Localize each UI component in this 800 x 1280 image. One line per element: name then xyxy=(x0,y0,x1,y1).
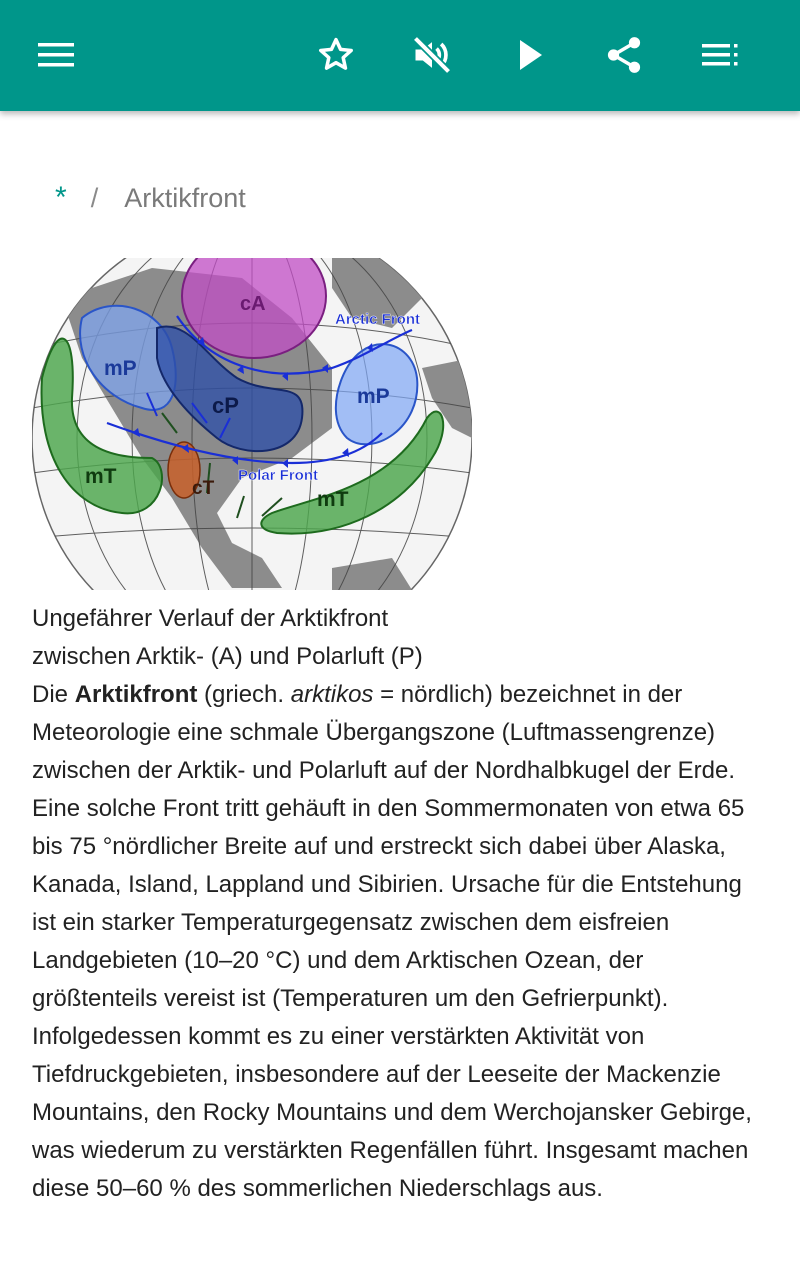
favorite-button[interactable] xyxy=(308,27,364,83)
app-bar xyxy=(0,0,800,111)
label-mp-west: mP xyxy=(104,357,137,380)
playlist-button[interactable] xyxy=(692,27,748,83)
breadcrumb-separator: / xyxy=(90,182,99,213)
article-etym-open: (griech. xyxy=(197,681,291,708)
label-mp-east: mP xyxy=(357,385,390,408)
caption-line-2: zwischen Arktik- (A) und Polarluft (P) xyxy=(32,643,423,670)
hamburger-menu-icon xyxy=(36,39,76,71)
mute-button[interactable] xyxy=(404,27,460,83)
caption-line-1: Ungefährer Verlauf der Arktikfront xyxy=(32,605,389,632)
play-button[interactable] xyxy=(502,27,558,83)
play-icon xyxy=(514,37,546,73)
label-cp: cP xyxy=(212,393,239,418)
article-body xyxy=(32,676,772,1208)
breadcrumb-home-link[interactable]: * xyxy=(55,181,67,214)
article-intro: Die xyxy=(32,681,75,708)
share-button[interactable] xyxy=(596,27,652,83)
playlist-icon xyxy=(700,39,740,71)
share-icon xyxy=(603,33,645,77)
article-text: = nördlich) bezeichnet in der Meteorologie eine schmale Übergangszone (Luftmassengrenze) zwischen der Arktik- und Polarluft auf der Nordhalbkugel der Erde. Eine solche Front tritt gehäuft in den Sommermonaten von etwa 65 bis 75 °nördlicher Breite auf und erstreckt sich dabei über Alaska, Kanada, Island, Lappland und Sibirien. Ursache für die Entstehung ist ein starker Temperaturgegensatz zwischen dem eisfreien Landgebieten (10–20 °C) und dem Arktischen Ozean, der größtenteils vereist ist (Temperaturen um den Gefrierpunkt). Infolgedessen kommt es zu einer verstärkten Aktivität von Tiefdruckgebieten, insbesondere auf der Leeseite der Mackenzie Mountains, den Rocky Mountains und dem Werchojansker Gebirge, was wiederum zu verstärkten Regenfällen führt. Insgesamt machen diese 50–60 % des sommerlichen Niederschlags aus. xyxy=(32,681,752,1202)
article-term: Arktikfront xyxy=(74,681,198,708)
air-mass-map-image xyxy=(32,258,472,590)
label-ct: cT xyxy=(192,478,215,499)
star-outline-icon xyxy=(315,34,357,76)
label-mt-east: mT xyxy=(317,488,349,511)
volume-off-icon xyxy=(410,33,454,77)
article-etym-word: arktikos xyxy=(290,681,374,708)
label-mt-west: mT xyxy=(85,465,117,488)
label-arctic-front: Arctic Front xyxy=(335,311,421,328)
label-ca: cA xyxy=(240,293,266,315)
menu-button[interactable] xyxy=(28,27,84,83)
breadcrumb-current: Arktikfront xyxy=(124,182,246,213)
breadcrumb xyxy=(55,178,246,218)
figure-caption xyxy=(32,600,772,676)
label-polar-front: Polar Front xyxy=(238,467,319,484)
